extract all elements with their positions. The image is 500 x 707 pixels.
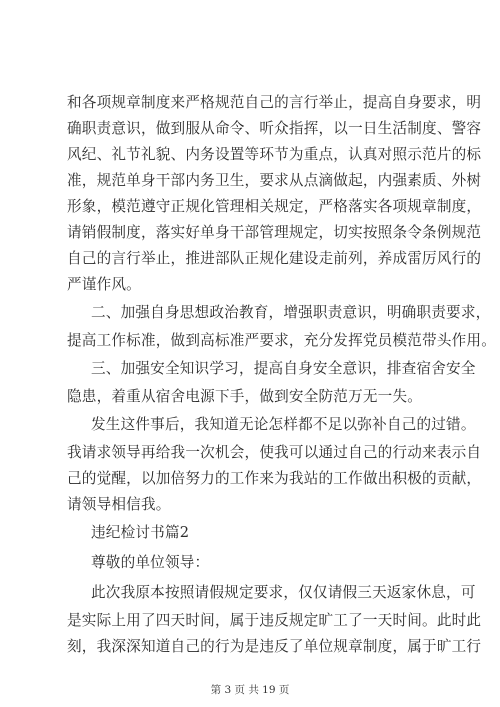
text-line: 自己的言行举止，推进部队正规化建设走前列，养成雷厉风行的 [67,250,482,267]
text-line: 发生这件事后，我知道无论怎样都不足以弥补自己的过错。 [91,416,476,433]
paragraph-point-three [67,354,476,410]
text-line: 严谨作风。 [67,276,141,293]
paragraph-absence [67,578,482,660]
text-line: 准，规范单身干部内务卫生，要求从点滴做起，内强素质、外树 [67,172,482,189]
paragraph-point-two [67,298,497,354]
paragraph-regulations [67,90,482,298]
text-line: 风纪、礼节礼貌、内务设置等环节为重点，认真对照示范片的标 [67,146,482,163]
text-line: 己的觉醒，以加倍努力的工作来为我站的工作做出积极的贡献， [67,470,482,487]
text-line: 此次我原本按照请假规定要求，仅仅请假三天返家休息，可 [91,584,476,601]
text-line: 请销假制度，落实好单身干部管理规定，切实按照条令条例规范 [67,224,482,241]
salutation [67,548,445,578]
text-line: 是实际上用了四天时间，属于违反规定旷工了一天时间。此时此 [67,612,482,629]
text-line: 请领导相信我。 [67,496,171,513]
text-line: 和各项规章制度来严格规范自己的言行举止，提高自身要求，明 [67,94,482,111]
section-heading [67,518,445,548]
text-line: 刻，我深深知道自己的行为是违反了单位规章制度，属于旷工行 [67,638,482,655]
document-body [67,90,497,660]
text-line: 二、加强自身思想政治教育，增强职责意识，明确职责要求， [91,304,491,321]
salutation-text: 尊敬的单位领导： [91,554,210,571]
text-line: 隐患，着重从宿舍电源下手，做到安全防范万无一失。 [67,388,423,405]
text-line: 三、加强安全知识学习，提高自身安全意识，排查宿舍安全 [91,360,476,377]
paragraph-request [67,410,482,518]
text-line: 形象，模范遵守正规化管理相关规定，严格落实各项规章制度， [67,198,482,215]
text-line: 我请求领导再给我一次机会，使我可以通过自己的行动来表示自 [67,444,482,461]
text-line: 提高工作标准，做到高标准严要求，充分发挥党员模范带头作用。 [67,332,497,349]
section-title: 违纪检讨书篇2 [91,524,190,541]
text-line: 确职责意识，做到服从命令、听众指挥，以一日生活制度、警容 [67,120,482,137]
page-number-footer: 第 3 页 共 19 页 [210,684,290,696]
